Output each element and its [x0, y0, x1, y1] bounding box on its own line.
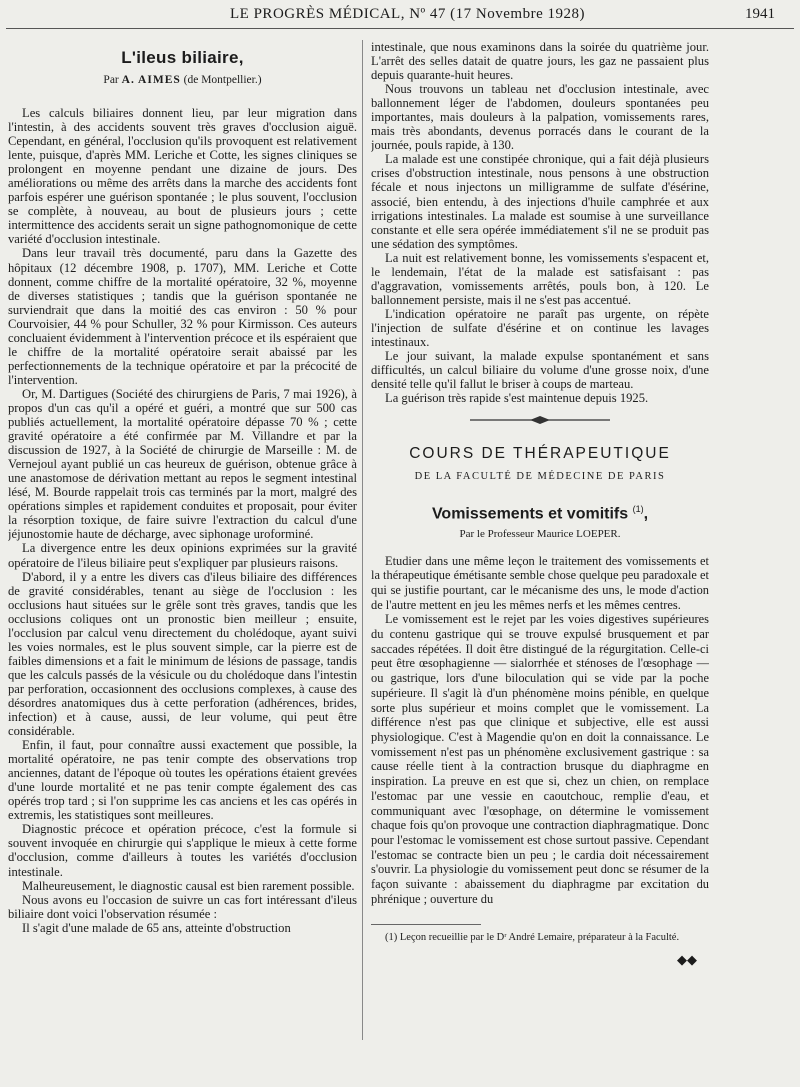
- paragraph: Le jour suivant, la malade expulse spontanément et sans difficultés, un calcul biliaire du volume d'une grosse noix, d'une densité telle qu'il fallut le briser à coups de marteau.: [371, 349, 709, 392]
- section-heading: COURS DE THÉRAPEUTIQUE: [409, 445, 671, 463]
- title-comma: ,: [643, 505, 649, 523]
- paragraph: La divergence entre les deux opinions exprimées sur la gravité opératoire de l'ileus biliaire peut s'expliquer par plusieurs raisons.: [8, 541, 357, 570]
- end-ornament: ◆◆: [677, 952, 697, 968]
- right-column: [371, 40, 709, 1080]
- footnote-rule: [371, 924, 481, 925]
- header-rule: [6, 28, 794, 29]
- article2-title: [371, 504, 709, 523]
- section-subheading: DE LA FACULTÉ DE MÉDECINE DE PARIS: [414, 471, 666, 483]
- page-number: 1941: [745, 6, 775, 22]
- paragraph: Nous avons eu l'occasion de suivre un cas fort intéressant d'ileus biliaire dont voici l'observation résumée :: [8, 892, 357, 921]
- paragraph: Le vomissement est le rejet par les voies digestives supérieures du contenu gastrique qui se trouve expulsé brusquement et par saccades répétées. Il doit être distingué de la régurgitation. Celle-ci peut être œsophagienne — sialorrhée et sténoses de l'œsophage — ou gastrique, lors d'une biloculation qui se vide par la poche supérieure. Il s'agit là d'un phénomène moins pénible, en quelque sorte plus supérieur et moins complet que le vomissement. La différence n'est pas que clinique et subjective, elle est aussi physiologique. C'est à Magendie qu'on en doit la connaissance. Le vomissement n'est pas un phénomène exclusivement gastrique : sa cause réelle tient à la contraction brusque du diaphragme en inspiration. La preuve en est que si, chez un chien, on remplace l'estomac par une vessie en caoutchouc, remplie d'eau, et communiquant avec l'œsophage, on détermine le vomissement chaque fois qu'on provoque une contraction diaphragmatique. Donc pour l'estomac le vomissement est chose surtout passive. Cependant l'estomac se contracte bien un peu ; le cardia doit nécessairement s'ouvrir. La physiologie du vomissement peut donc se résumer de la façon suivante : abaissement du diaphragme par excitation du phrénique ; ouverture du: [371, 612, 709, 906]
- article1-byline: [8, 74, 357, 86]
- running-head: [40, 6, 775, 26]
- journal-header: LE PROGRÈS MÉDICAL, Nº 47 (17 Novembre 1928): [230, 6, 585, 22]
- byline-prefix: Par: [103, 74, 119, 86]
- footnote: (1) Leçon recueillie par le Dʳ André Lemaire, préparateur à la Faculté.: [385, 932, 680, 944]
- left-column: [8, 40, 357, 1080]
- paragraph: La malade est une constipée chronique, qui a fait déjà plusieurs crises d'obstruction intestinale, nous pensons à une obstruction fécale et nous injectons un milligramme de sulfate d'ésérine, associé, bien entendu, à des injections d'huile camphrée et aux irrigations intestinales. La malade est soumise à une surveillance constante et elle sera opérée immédiatement s'il ne se produit pas une sédation des symptômes.: [371, 152, 709, 251]
- author-affiliation: (de Montpellier.): [183, 74, 262, 86]
- paragraph: Dans leur travail très documenté, paru dans la Gazette des hôpitaux (12 décembre 1908, p. 1707), MM. Leriche et Cotte donnent, comme chiffre de la mortalité opératoire, 32 %, moyenne de diverses statistiques ; tandis que la guérison spontanée ne surviendrait que dans la moitié des cas environ : 50 % pour Courvoisier, 44 % pour Schuller, 32 % pour Kirmisson. Ces auteurs concluaient évidemment à l'intervention précoce et ils espéraient que le chiffre de la mortalité opératoire serait abaissé par les perfectionnements de la technique opératoire et par la précocité de l'intervention.: [8, 246, 357, 387]
- article2-byline: Par le Professeur Maurice LOEPER.: [459, 527, 621, 540]
- article2-title-text: Vomissements et vomitifs: [431, 505, 629, 523]
- paragraph: Les calculs biliaires donnent lieu, par leur migration dans l'intestin, à des accidents souvent très graves d'occlusion aiguë. Cependant, en général, l'occlusion qu'ils provoquent est relativement lente, puisque, d'après MM. Leriche et Cotte, les signes cliniques se prolongent en moyenne pendant une dizaine de jours. Des améliorations ou même des arrêts dans la marche des accidents font parfois espérer une guérison spontanée ; le plus souvent, l'occlusion se complète, à nouveau, au bout de plusieurs jours ; cette intermittence des accidents serait un signe pathognomonique de cette variété d'occlusion intestinale.: [8, 106, 357, 247]
- paragraph: Malheureusement, le diagnostic causal est bien rarement possible.: [22, 878, 355, 893]
- paragraph: Diagnostic précoce et opération précoce, c'est la formule si souvent invoquée en chirurgie qui s'applique le mieux à cette forme d'occlusion, comme d'ailleurs à toutes les variétés d'occlusion intestinale.: [8, 822, 357, 879]
- paragraph: Enfin, il faut, pour connaître aussi exactement que possible, la mortalité opératoire, ne pas tenir compte des observations trop anciennes, datant de l'époque où toutes les opérations étaient grevées d'une lourde mortalité et ne pas tenir compte également des cas opérés trop tard ; si l'on supprime les cas anciens et les cas opérés in extremis, les statistiques sont meilleures.: [8, 738, 357, 823]
- paragraph: La guérison très rapide s'est maintenue depuis 1925.: [385, 391, 649, 406]
- paragraph: Il s'agit d'une malade de 65 ans, atteinte d'obstruction: [22, 920, 291, 935]
- paragraph: La nuit est relativement bonne, les vomissements s'espacent et, le lendemain, l'état de la malade est satisfaisant : pas d'aggravation, vomissements arrêtés, pouls bon, à 120. Le ballonnement persiste, mais il ne s'est pas accentué.: [371, 250, 709, 307]
- paragraph: Or, M. Dartigues (Société des chirurgiens de Paris, 7 mai 1926), à propos d'un cas qu'il a opéré et guéri, a montré que sur 500 cas publiés actuellement, la mortalité opératoire dépasse 70 % ; cette gravité opératoire a été confirmée par M. Villandre et par la discussion de 1927, à la Société de chirurgie de Marseille : M. de Vernejoul ayant publié un cas heureux de guérison, obtenue grâce à une anastomose de dérivation mettant au repos le segment intestinal lésé, M. Bourde rappelait trois cas terminés par la mort, malgré des opérations simples et rapidement conduites et proposait, pour éviter la résorption toxique, de faire suivre l'extraction du calcul d'une jéjunostomie haute de décharge, avec siphonage uroforminé.: [8, 386, 357, 542]
- paragraph: Nous trouvons un tableau net d'occlusion intestinale, avec ballonnement léger de l'abdomen, douleurs spontanées peu importantes, mais douleurs à la palpation, vomissements rares, mais très abondants, devenus porracés dans le courant de la journée, pouls rapide, à 130.: [371, 82, 709, 153]
- column-divider: [362, 40, 363, 1040]
- separator-ornament: [470, 415, 610, 425]
- paragraph: intestinale, que nous examinons dans la soirée du quatrième jour. L'arrêt des selles datait de quatre jours, les gaz ne passaient plus depuis quarante-huit heures.: [371, 40, 709, 83]
- article1-title: L'ileus biliaire,: [121, 48, 244, 67]
- author-name: A. AIMES: [121, 74, 181, 86]
- paragraph: D'abord, il y a entre les divers cas d'ileus biliaire des différences de gravité considérables, tenant au siège de l'occlusion : les occlusions haut situées sur le grêle sont très graves, tandis que les occlusions coliques ont un pronostic bien meilleur ; ensuite, l'occlusion par calcul venu directement du cholédoque, ayant suivi les voies normales, est le plus souvent simple, car la pierre est de faibles dimensions et a fait le minimum de lésions de passage, tandis que les calculs passés de la vésicule ou du cholédoque dans l'intestin par perforation, occasionnent des occlusions complexes, à cause des désordres anatomiques dus à cette perforation (adhérences, brides, infection) et à cause, aussi, de leur volume, qui peut être considérable.: [8, 569, 357, 739]
- paragraph: Etudier dans une même leçon le traitement des vomissements et la thérapeutique émétisante semble chose quelque peu paradoxale et qui se justifie pourtant, car le mécanisme des uns, le mode d'action de l'autre mettent en jeu les mêmes nerfs et les mêmes centres.: [371, 553, 709, 612]
- footnote-marker: (1): [632, 504, 644, 515]
- paragraph: L'indication opératoire ne paraît pas urgente, on répète l'injection de sulfate d'ésérine et on continue les lavages intestinaux.: [371, 306, 709, 349]
